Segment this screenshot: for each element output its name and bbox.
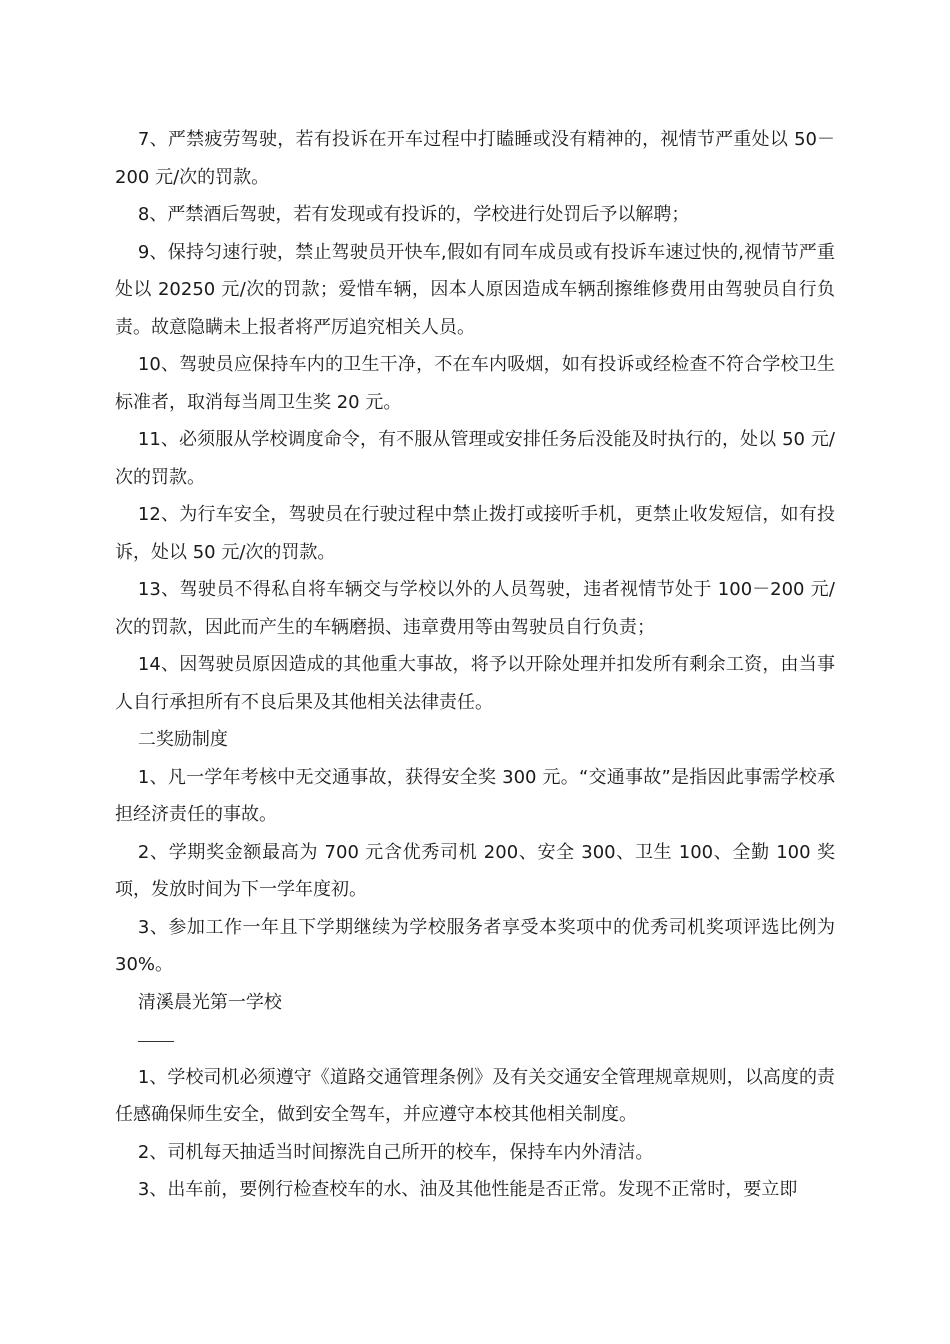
paragraph-rule-14: 14、因驾驶员原因造成的其他重大事故，将予以开除处理并扣发所有剩余工资，由当事人自行承担所有不良后果及其他相关法律责任。 [115, 654, 835, 713]
paragraph-reward-1: 1、凡一学年考核中无交通事故，获得安全奖 300 元。“交通事故”是指因此事需学校承担经济责任的事故。 [115, 766, 835, 825]
paragraph-driver-rule-2: 2、司机每天抽适当时间擦洗自己所开的校车，保持车内外清洁。 [137, 1141, 654, 1163]
paragraph-rule-13: 13、驾驶员不得私自将车辆交与学校以外的人员驾驶，违者视情节处于 100－200 元/次的罚款，因此而产生的车辆磨损、违章费用等由驾驶员自行负责； [115, 579, 835, 638]
section-heading-rewards: 二奖励制度 [137, 729, 228, 750]
paragraph-rule-11: 11、必须服从学校调度命令，有不服从管理或安排任务后没能及时执行的，处以 50 元/次的罚款。 [115, 429, 835, 488]
paragraph-reward-3: 3、参加工作一年且下学期继续为学校服务者享受本奖项中的优秀司机奖项评选比例为 30%。 [115, 916, 835, 975]
paragraph-rule-7: 7、严禁疲劳驾驶，若有投诉在开车过程中打瞌睡或没有精神的，视情节严重处以 50－200 元/次的罚款。 [115, 129, 835, 188]
document-body [115, 121, 835, 1209]
paragraph-driver-rule-3: 3、出车前，要例行检查校车的水、油及其他性能是否正常。发现不正常时，要立即 [137, 1179, 798, 1200]
school-name: 清溪晨光第一学校 [137, 991, 282, 1013]
paragraph-rule-8: 8、严禁酒后驾驶，若有发现或有投诉的，学校进行处罚后予以解聘； [137, 204, 690, 225]
paragraph-rule-10: 10、驾驶员应保持车内的卫生干净，不在车内吸烟，如有投诉或经检查不符合学校卫生标准者，取消每当周卫生奖 20 元。 [115, 354, 835, 413]
paragraph-rule-12: 12、为行车安全，驾驶员在行驶过程中禁止拨打或接听手机，更禁止收发短信，如有投诉，处以 50 元/次的罚款。 [115, 504, 835, 563]
paragraph-reward-2: 2、学期奖金额最高为 700 元含优秀司机 200、安全 300、卫生 100、全勤 100 奖项，发放时间为下一学年度初。 [115, 841, 835, 900]
paragraph-driver-rule-1: 1、学校司机必须遵守《道路交通管理条例》及有关交通安全管理规章规则，以高度的责任感确保师生安全，做到安全驾车，并应遵守本校其他相关制度。 [115, 1066, 835, 1125]
separator-line [115, 1021, 835, 1059]
separator-stroke [138, 1041, 174, 1042]
paragraph-rule-9: 9、保持匀速行驶，禁止驾驶员开快车,假如有同车成员或有投诉车速过快的,视情节严重处以 20250 元/次的罚款；爱惜车辆，因本人原因造成车辆刮擦维修费用由驾驶员自行负责。故意隐瞒未上报者将严厉追究相关人员。 [115, 241, 835, 338]
